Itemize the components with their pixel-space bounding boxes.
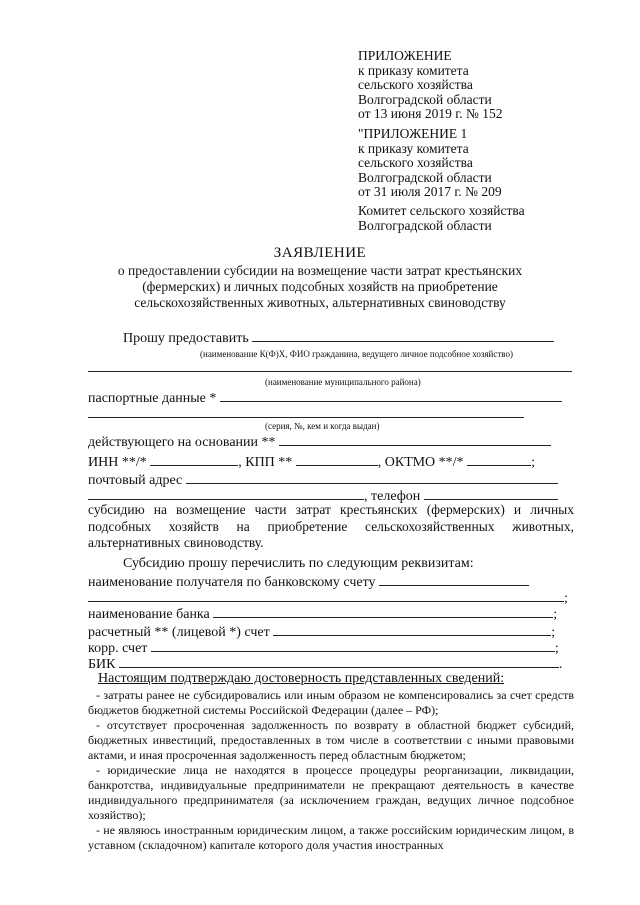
recipient-label: наименование получателя по банковскому счету — [88, 575, 376, 590]
inn-label: ИНН **/* — [88, 455, 147, 470]
caption-passport: (серия, №, кем и когда выдан) — [265, 421, 380, 431]
subtitle-line: (фермерских) и личных подсобных хозяйств на приобретение — [142, 279, 498, 294]
bank-row — [88, 604, 574, 623]
district-field[interactable] — [88, 358, 572, 372]
document-subtitle — [0, 263, 640, 311]
inn-field[interactable] — [150, 452, 238, 466]
account-label: расчетный ** (лицевой *) счет — [88, 625, 270, 640]
subtitle-line: о предоставлении субсидии на возмещение части затрат крестьянских — [117, 263, 523, 278]
bank-label: наименование банка — [88, 607, 210, 622]
postal-address-field-2[interactable] — [88, 486, 364, 500]
header-line: Волгоградской области — [358, 217, 492, 233]
separator: ; — [551, 625, 556, 640]
header-line: ПРИЛОЖЕНИЕ — [358, 48, 452, 63]
header-appendix-2017 — [358, 127, 502, 200]
applicant-name-field[interactable] — [252, 328, 554, 342]
corr-account-field[interactable] — [151, 638, 555, 652]
kpp-field[interactable] — [296, 452, 378, 466]
basis-label: действующего на основании ** — [88, 435, 276, 450]
tax-ids-row — [88, 452, 574, 471]
recipient-field-2[interactable] — [88, 588, 564, 602]
separator: . — [559, 657, 563, 672]
account-field[interactable] — [273, 622, 551, 636]
basis-field[interactable] — [279, 432, 551, 446]
header-line: Волгоградской области — [358, 91, 492, 107]
kpp-label: , КПП ** — [238, 455, 293, 470]
header-line: сельского хозяйства — [358, 77, 473, 92]
separator: ; — [554, 641, 559, 656]
subtitle-line: сельскохозяйственных животных, альтернативных свиноводству — [134, 295, 506, 310]
separator: ; — [564, 591, 568, 606]
bik-field[interactable] — [119, 654, 559, 668]
document-title: ЗАЯВЛЕНИЕ — [273, 245, 367, 261]
corr-account-label: корр. счет — [88, 641, 148, 656]
basis-row — [88, 432, 574, 451]
bik-label: БИК — [88, 657, 116, 672]
header-line: к приказу комитета — [358, 62, 469, 78]
confirmation-heading — [98, 671, 574, 687]
caption-applicant: (наименование К(Ф)Х, ФИО гражданина, ведущего личное подсобное хозяйство) — [200, 349, 513, 359]
postal-address-field[interactable] — [186, 470, 558, 484]
request-label: Прошу предоставить — [123, 331, 249, 346]
separator: ; — [553, 607, 558, 622]
header-line: от 31 июля 2017 г. № 209 — [358, 184, 502, 199]
request-row — [123, 328, 574, 347]
recipient-field[interactable] — [379, 572, 529, 586]
phone-label: , телефон — [364, 489, 421, 504]
passport-field[interactable] — [220, 388, 562, 402]
bank-field[interactable] — [213, 604, 553, 618]
confirmation-list — [88, 688, 574, 853]
oktmo-label: , ОКТМО **/* — [377, 455, 464, 470]
header-line: Комитет сельского хозяйства — [358, 203, 525, 218]
header-line: Волгоградской области — [358, 169, 492, 185]
transfer-intro: Субсидию прошу перечислить по следующим реквизитам: — [123, 556, 474, 571]
address-label: почтовый адрес — [88, 473, 183, 488]
header-line: сельского хозяйства — [358, 155, 473, 170]
confirmation-item: - отсутствует просроченная задолженность по возврату в областной бюджет субсидий, бюджетных инвестиций, предоставленных в том числе в соответствии с иными правовыми актами, и иная просроченная задолженность перед областным бюджетом; — [88, 718, 574, 762]
passport-field-2[interactable] — [88, 404, 524, 418]
header-line: к приказу комитета — [358, 140, 469, 156]
separator: ; — [531, 455, 535, 470]
phone-field[interactable] — [424, 486, 558, 500]
district-row — [88, 358, 574, 377]
caption-district: (наименование муниципального района) — [265, 377, 421, 387]
confirmation-item: - не являюсь иностранным юридическим лицом, а также российским юридическим лицом, в уставном (складочном) капитале которого доля участия иностранных — [88, 823, 574, 852]
oktmo-field[interactable] — [467, 452, 531, 466]
passport-label: паспортные данные * — [88, 391, 217, 406]
header-appendix-2019 — [358, 49, 503, 122]
header-line: "ПРИЛОЖЕНИЕ 1 — [358, 126, 468, 141]
confirmation-item: - затраты ранее не субсидировались или иным образом не компенсировались за счет средств бюджетов бюджетной системы Российской Федерации (далее – РФ); — [88, 688, 574, 717]
header-addressee — [358, 204, 525, 233]
purpose-paragraph: субсидию на возмещение части затрат крестьянских (фермерских) и личных подсобных хозяйств на приобретение сельскохозяйственных животных, альтернативных свиноводству. — [88, 502, 574, 550]
confirmation-heading-text: Настоящим подтверждаю достоверность представленных сведений: — [98, 671, 505, 686]
confirmation-item: - юридические лица не находятся в процессе процедуры реорганизации, ликвидации, банкротства, индивидуальные предприниматели не прекращают деятельность в качестве индивидуального предпринимателя (за исключением граждан, ведущих личное подсобное хозяйство); — [88, 763, 574, 822]
header-line: от 13 июня 2019 г. № 152 — [358, 106, 503, 121]
